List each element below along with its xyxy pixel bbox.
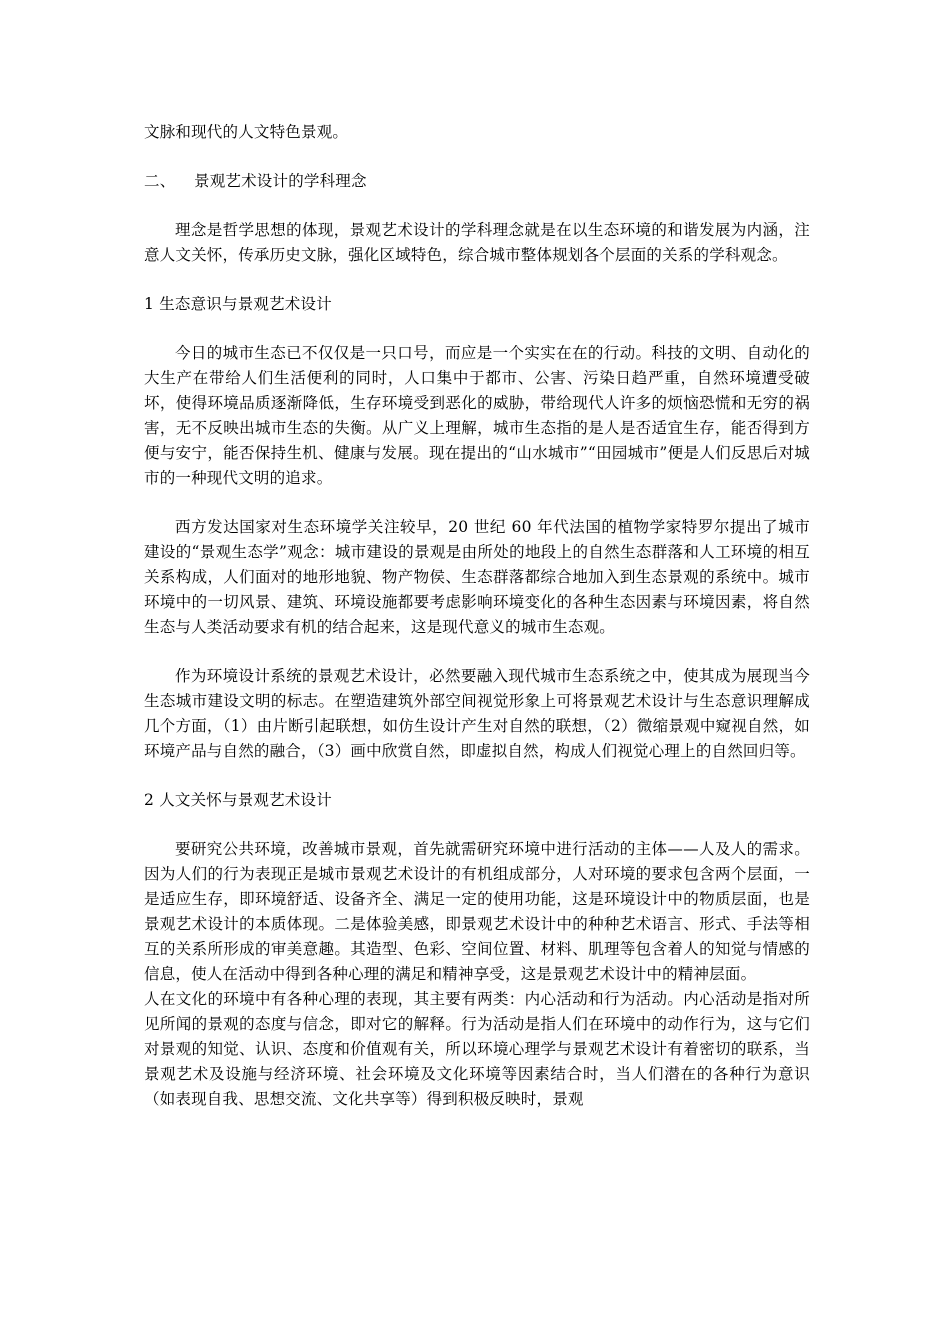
- section-title: 景观艺术设计的学科理念: [194, 172, 367, 190]
- section-heading: [144, 169, 810, 194]
- concept-paragraph: 理念是哲学思想的体现，景观艺术设计的学科理念就是在以生态环境的和谐发展为内涵，注意人文关怀，传承历史文脉，强化区域特色，综合城市整体规划各个层面的关系的学科观念。: [144, 221, 810, 264]
- ecology-paragraph-2: 西方发达国家对生态环境学关注较早，20 世纪 60 年代法国的植物学家特罗尔提出了城市建设的“景观生态学”观念：城市建设的景观是由所处的地段上的自然生态群落和人工环境的相互关系构成，人们面对的地形地貌、物产物侯、生态群落都综合地加入到生态景观的系统中。城市环境中的一切风景、建筑、环境设施都要考虑影响环境变化的各种生态因素与环境因素，将自然生态与人类活动要求有机的结合起来，这是现代意义的城市生态观。: [144, 518, 810, 636]
- subsection-1-title: 1 生态意识与景观艺术设计: [144, 295, 332, 313]
- subsection-2-title: 2 人文关怀与景观艺术设计: [144, 791, 332, 809]
- humanistic-paragraph-1: 要研究公共环境，改善城市景观，首先就需研究环境中进行活动的主体——人及人的需求。因为人们的行为表现正是城市景观艺术设计的有机组成部分，人对环境的要求包含两个层面，一是适应生存，即环境舒适、设备齐全、满足一定的使用功能，这是环境设计中的物质层面，也是景观艺术设计的本质体现。二是体验美感，即景观艺术设计中的种种艺术语言、形式、手法等相互的关系所形成的审美意趣。其造型、色彩、空间位置、材料、肌理等包含着人的知觉与情感的信息，使人在活动中得到各种心理的满足和精神享受，这是景观艺术设计中的精神层面。: [144, 840, 810, 983]
- humanistic-paragraph-2: 人在文化的环境中有各种心理的表现，其主要有两类：内心活动和行为活动。内心活动是指对所见所闻的景观的态度与信念，即对它的解释。行为活动是指人们在环境中的动作行为，这与它们对景观的知觉、认识、态度和价值观有关，所以环境心理学与景观艺术设计有着密切的联系，当景观艺术及设施与经济环境、社会环境及文化环境等因素结合时，当人们潜在的各种行为意识（如表现自我、思想交流、文化共享等）得到积极反映时，景观: [144, 990, 810, 1108]
- opening-line: 文脉和现代的人文特色景观。: [144, 123, 349, 141]
- document-page: [144, 120, 810, 1112]
- ecology-paragraph-1: 今日的城市生态已不仅仅是一只口号，而应是一个实实在在的行动。科技的文明、自动化的大生产在带给人们生活便利的同时，人口集中于都市、公害、污染日趋严重，自然环境遭受破坏，使得环境品质逐渐降低，生存环境受到恶化的威胁，带给现代人许多的烦恼恐慌和无穷的祸害，无不反映出城市生态的失衡。从广义上理解，城市生态指的是人是否适宜生存，能否得到方便与安宁，能否保持生机、健康与发展。现在提出的“山水城市”“田园城市”便是人们反思后对城市的一种现代文明的追求。: [144, 344, 810, 487]
- ecology-paragraph-3: 作为环境设计系统的景观艺术设计，必然要融入现代城市生态系统之中，使其成为展现当今生态城市建设文明的标志。在塑造建筑外部空间视觉形象上可将景观艺术设计与生态意识理解成几个方面，（1）由片断引起联想，如仿生设计产生对自然的联想，（2）微缩景观中窥视自然，如环境产品与自然的融合，（3）画中欣赏自然，即虚拟自然，构成人们视觉心理上的自然回归等。: [144, 667, 810, 760]
- section-number: 二、: [144, 172, 176, 190]
